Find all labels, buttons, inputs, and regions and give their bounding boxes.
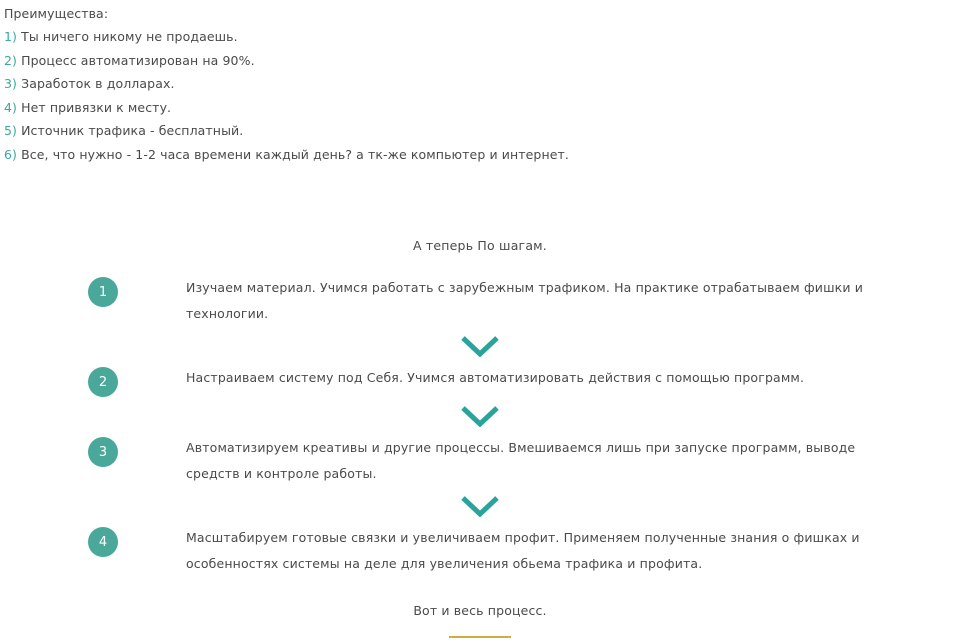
benefits-title: Преимущества: [4, 6, 109, 21]
list-item-label: Заработок в долларах. [21, 76, 175, 91]
list-item-label: Все, что нужно - 1-2 часа времени каждый день? а тк-же компьютер и интернет. [21, 146, 569, 162]
list-item-marker: 2) [4, 52, 18, 68]
list-item [4, 25, 960, 49]
step-badge: 4 [88, 527, 118, 557]
list-item-label: Ты ничего никому не продаешь. [21, 29, 238, 44]
list-item-marker: 6) [4, 146, 18, 162]
list-item [4, 96, 960, 120]
step-text: Настраиваем систему под Себя. Учимся автоматизировать действия с помощью программ. [186, 370, 805, 385]
list-item-marker: 1) [4, 29, 18, 44]
list-item-marker: 4) [4, 99, 18, 115]
list-item-marker: 3) [4, 76, 18, 91]
closing-text: Вот и весь процесс. [413, 603, 547, 618]
list-item-label: Процесс автоматизирован на 90%. [21, 52, 255, 68]
list-item [4, 119, 960, 143]
step-text: Масштабируем готовые связки и увеличиваем профит. Применяем полученные знания о фишках и особенностях системы на деле для увеличения обьема трафика и профита. [186, 530, 860, 571]
step-item [0, 525, 960, 577]
list-item [4, 49, 960, 73]
steps-section [0, 238, 960, 638]
list-item-marker: 5) [4, 123, 18, 138]
chevron-down-icon [0, 487, 960, 525]
list-item-label: Источник трафика - бесплатный. [21, 123, 244, 138]
step-badge: 2 [88, 367, 118, 397]
step-badge: 3 [88, 437, 118, 467]
step-text: Изучаем материал. Учимся работать с зарубежным трафиком. На практике отрабатываем фишки и технологии. [186, 280, 864, 321]
steps-heading: А теперь По шагам. [413, 238, 547, 253]
step-badge: 1 [88, 277, 118, 307]
step-item [0, 435, 960, 487]
step-item [0, 365, 960, 397]
list-item-label: Нет привязки к месту. [21, 99, 172, 115]
divider [449, 636, 511, 638]
benefits-section [0, 0, 960, 166]
chevron-down-icon [0, 327, 960, 365]
step-text: Автоматизируем креативы и другие процессы. Вмешиваемся лишь при запуске программ, выводе средств и контроле работы. [186, 440, 856, 481]
step-item [0, 275, 960, 327]
steps-list [0, 275, 960, 577]
list-item [4, 72, 960, 96]
chevron-down-icon [0, 397, 960, 435]
list-item [4, 143, 960, 167]
